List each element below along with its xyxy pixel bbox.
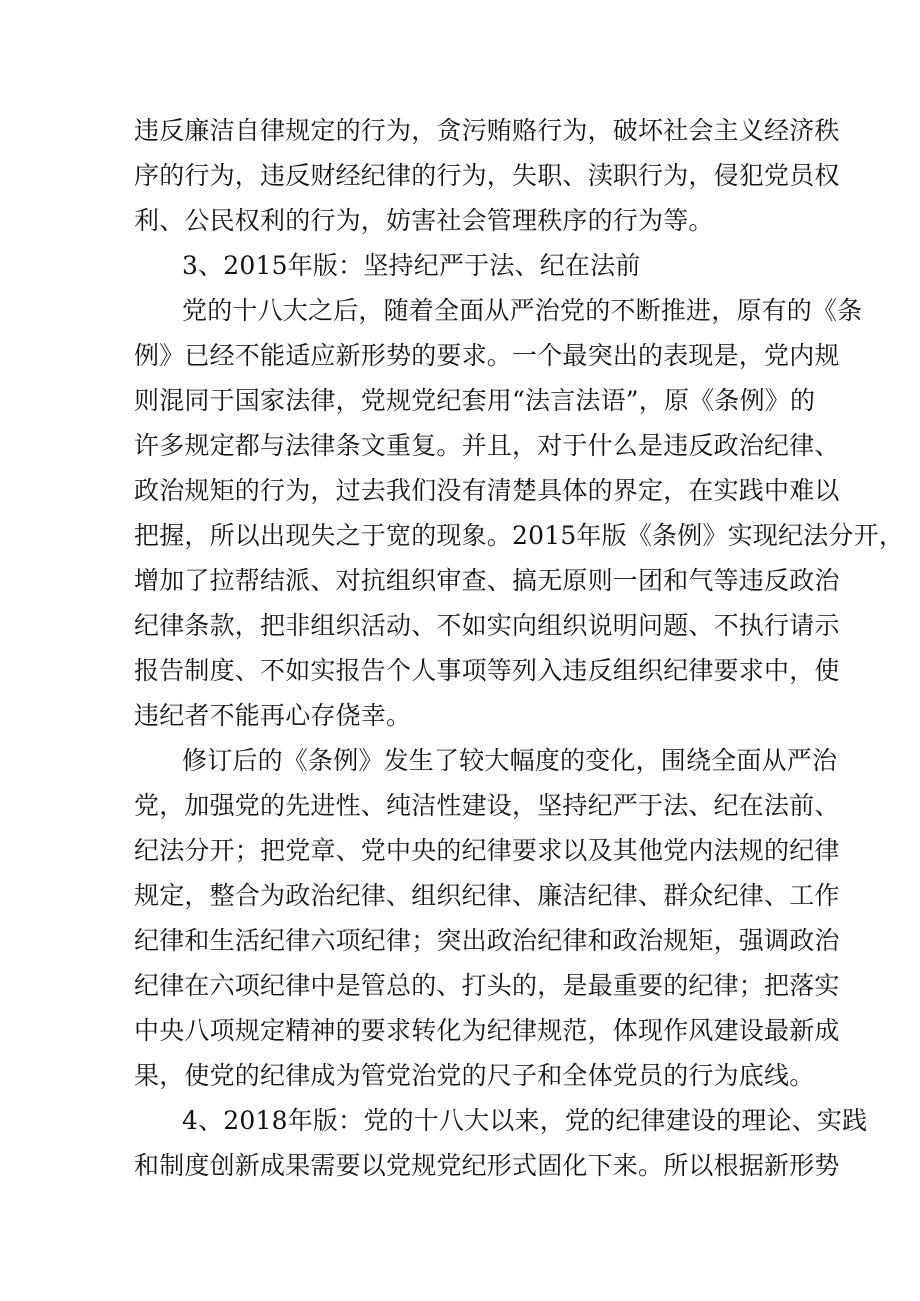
text-line-15: 修订后的《条例》发生了较大幅度的变化，围绕全面从严治 [182,746,838,775]
text-line-22: 果，使党的纪律成为管党治党的尺子和全体党员的行为底线。 [134,1061,815,1090]
text-line-21: 中央八项规定精神的要求转化为纪律规范，体现作风建设最新成 [134,1016,840,1045]
text-line-7: 则混同于国家法律，党规党纪套用“法言法语”，原《条例》的 [134,386,816,415]
text-line-13: 报告制度、不如实报告个人事项等列入违反组织纪律要求中，使 [134,656,840,685]
text-line-18: 规定，整合为政治纪律、组织纪律、廉洁纪律、群众纪律、工作 [134,881,840,910]
text-line-6: 例》已经不能适应新形势的要求。一个最突出的表现是，党内规 [134,341,840,370]
text-line-16: 党，加强党的先进性、纯洁性建设，坚持纪严于法、纪在法前、 [134,791,840,820]
text-line-3: 利、公民权利的行为，妨害社会管理秩序的行为等。 [134,206,714,235]
text-line-14: 违纪者不能再心存侥幸。 [134,701,412,730]
text-line-8: 许多规定都与法律条文重复。并且，对于什么是违反政治纪律、 [134,431,840,460]
text-line-11: 增加了拉帮结派、对抗组织审查、搞无原则一团和气等违反政治 [134,566,840,595]
text-line-2: 序的行为，违反财经纪律的行为，失职、渎职行为，侵犯党员权 [134,161,840,190]
section-heading-2018: 4、2018年版：党的十八大以来，党的纪律建设的理论、实践 [182,1106,868,1135]
section-heading-2015: 3、2015年版：坚持纪严于法、纪在法前 [182,251,641,280]
text-line-12: 纪律条款，把非组织活动、不如实向组织说明问题、不执行请示 [134,611,840,640]
text-line-10: 把握，所以出现失之于宽的现象。2015年版《条例》实现纪法分开， [134,521,905,550]
text-line-9: 政治规矩的行为，过去我们没有清楚具体的界定，在实践中难以 [134,476,840,505]
text-line-19: 纪律和生活纪律六项纪律；突出政治纪律和政治规矩，强调政治 [134,926,840,955]
text-line-5: 党的十八大之后，随着全面从严治党的不断推进，原有的《条 [182,296,863,325]
text-line-24: 和制度创新成果需要以党规党纪形式固化下来。所以根据新形势 [134,1151,840,1180]
text-line-17: 纪法分开；把党章、党中央的纪律要求以及其他党内法规的纪律 [134,836,840,865]
text-line-20: 纪律在六项纪律中是管总的、打头的，是最重要的纪律；把落实 [134,971,840,1000]
text-line-1: 违反廉洁自律规定的行为，贪污贿赂行为，破坏社会主义经济秩 [134,116,840,145]
